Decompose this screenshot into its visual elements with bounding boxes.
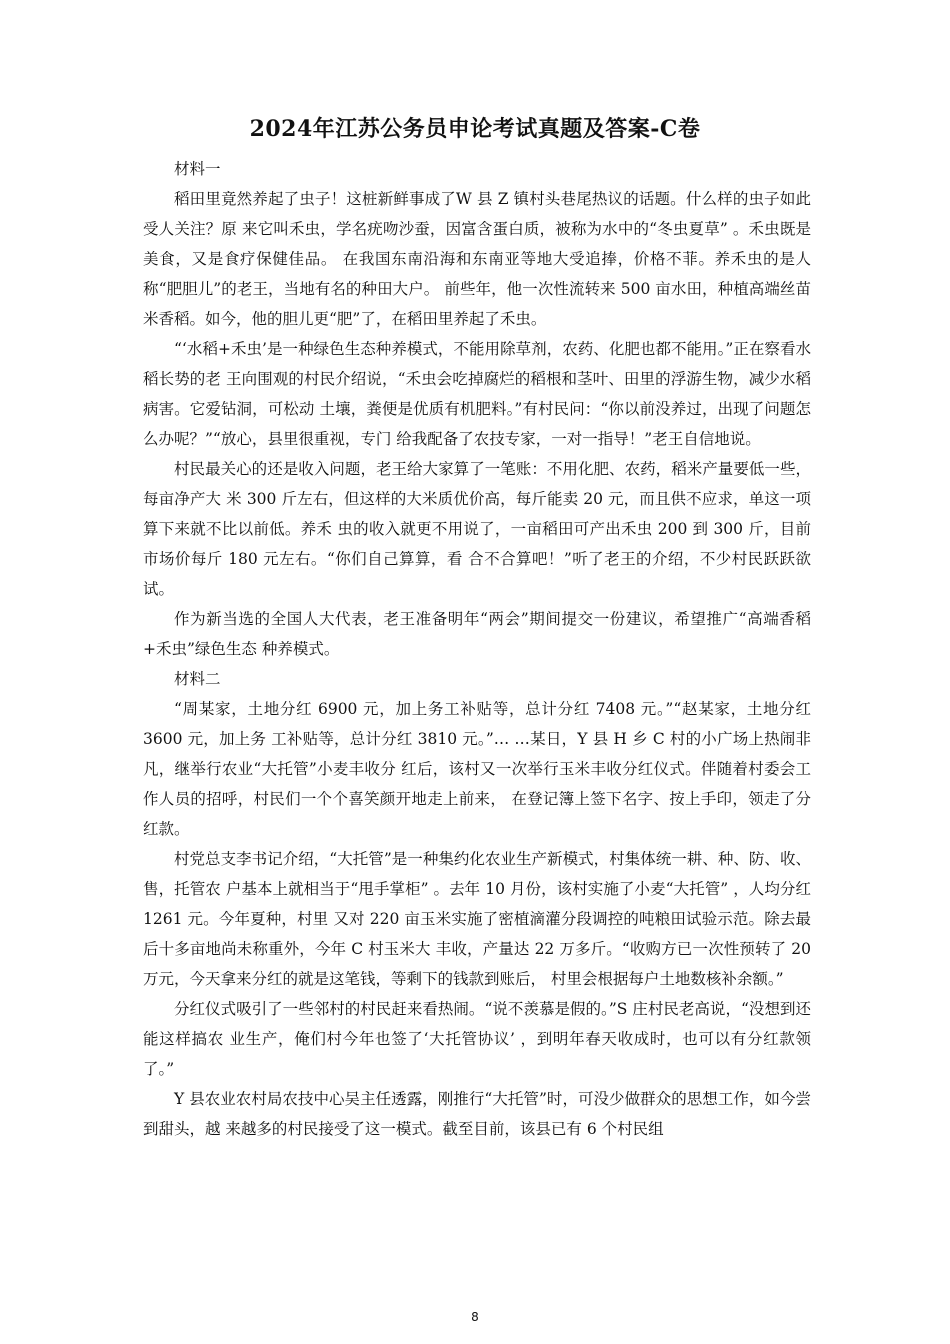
- material-1-paragraph-3: 村民最关心的还是收入问题，老王给大家算了一笔账：不用化肥、农药，稻米产量要低一些，每亩净产大 米 300 斤左右，但这样的大米质优价高，每斤能卖 20 元，而且供不应求，单这一项算下来就不比以前低。养禾 虫的收入就更不用说了，一亩稻田可产出禾虫 200 到 300 斤，目前市场价每斤 180 元左右。“你们自己算算，看 合不合算吧！”听了老王的介绍，不少村民跃跃欲试。: [143, 460, 811, 598]
- material-1-heading: 材料一: [174, 160, 221, 178]
- document-body: [143, 154, 811, 1144]
- page-number: 8: [471, 1310, 479, 1324]
- material-2-paragraph-1: “周某家，土地分红 6900 元，加上务工补贴等，总计分红 7408 元。”“赵某家，土地分红 3600 元，加上务 工补贴等，总计分红 3810 元。”… …某日，Y 县 H 乡 C 村的小广场上热闹非凡，继举行农业“大托管”小麦丰收分 红后，该村又一次举行玉米丰收分红仪式。伴随着村委会工作人员的招呼，村民们一个个喜笑颜开地走上前来， 在登记簿上签下名字、按上手印，领走了分红款。: [143, 700, 811, 838]
- material-1-paragraph-1: 稻田里竟然养起了虫子！这桩新鲜事成了W 县 Z 镇村头巷尾热议的话题。什么样的虫子如此受人关注？原 来它叫禾虫，学名疣吻沙蚕，因富含蛋白质，被称为水中的“冬虫夏草” 。禾虫既是美食，又是食疗保健佳品。 在我国东南沿海和东南亚等地大受追捧，价格不菲。养禾虫的是人称“肥胆儿”的老王，当地有名的种田大户。 前些年，他一次性流转来 500 亩水田，种植高端丝苗米香稻。如今，他的胆儿更“肥”了，在稻田里养起了禾虫。: [143, 190, 811, 328]
- document-title: 2024年江苏公务员申论考试真题及答案-C卷: [249, 116, 701, 142]
- material-1-paragraph-2: “‘水稻+禾虫’是一种绿色生态种养模式，不能用除草剂，农药、化肥也都不能用。”正在察看水稻长势的老 王向围观的村民介绍说，“禾虫会吃掉腐烂的稻根和茎叶、田里的浮游生物，减少水稻病害。它爱钻洞，可松动 土壤，粪便是优质有机肥料。”有村民问：“你以前没养过，出现了问题怎么办呢？”“放心，县里很重视，专门 给我配备了农技专家，一对一指导！”老王自信地说。: [143, 340, 811, 448]
- material-1-paragraph-4: 作为新当选的全国人大代表，老王准备明年“两会”期间提交一份建议，希望推广“高端香稻+禾虫”绿色生态 种养模式。: [143, 610, 811, 658]
- material-2-paragraph-4: Y 县农业农村局农技中心吴主任透露，刚推行“大托管”时，可没少做群众的思想工作，如今尝到甜头，越 来越多的村民接受了这一模式。截至目前，该县已有 6 个村民组: [143, 1090, 811, 1138]
- material-2-paragraph-2: 村党总支李书记介绍，“大托管”是一种集约化农业生产新模式，村集体统一耕、种、防、收、售，托管农 户基本上就相当于“甩手掌柜” 。去年 10 月份，该村实施了小麦“大托管” ，人均分红 1261 元。今年夏种，村里 又对 220 亩玉米实施了密植滴灌分段调控的吨粮田试验示范。除去最后十多亩地尚未称重外，今年 C 村玉米大 丰收，产量达 22 万多斤。“收购方已一次性预转了 20 万元，今天拿来分红的就是这笔钱，等剩下的钱款到账后， 村里会根据每户土地数核补余额。”: [143, 850, 811, 988]
- material-2-paragraph-3: 分红仪式吸引了一些邻村的村民赶来看热闹。“说不羡慕是假的。”S 庄村民老高说，“没想到还能这样搞农 业生产，俺们村今年也签了‘大托管协议’ ，到明年春天收成时，也可以有分红款领了。”: [143, 1000, 811, 1078]
- material-2-heading: 材料二: [174, 670, 221, 688]
